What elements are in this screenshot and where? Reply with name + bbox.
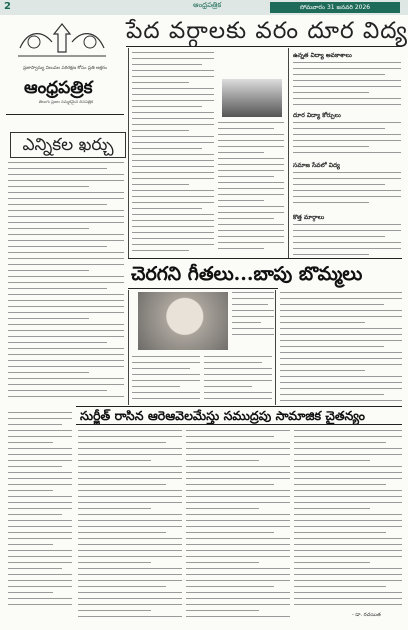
sidebar-subhead-1: ఉన్నత విద్యా అవకాశాలు <box>293 52 352 59</box>
masthead-tagline: ప్రజాస్వామ్య విలువల పరిరక్షణ కోసం ప్రతి అక్షరం <box>23 66 107 71</box>
education-article-col2 <box>218 122 284 258</box>
paper-name-small: ఆంధ్రపత్రిక <box>193 1 222 9</box>
masthead-subtitle: తెలుగు ప్రజల నమ్మకమైన దినపత్రిక <box>38 99 94 104</box>
section-rule-2 <box>128 288 278 289</box>
date-line: సోమవారం 31 జనవరి 2026 <box>270 2 400 13</box>
graduation-photo <box>222 79 282 117</box>
elections-article-text <box>8 162 124 408</box>
elections-article-continued <box>8 412 72 612</box>
social-article-col1 <box>78 430 182 626</box>
page-number: 2 <box>4 1 11 12</box>
section-rule-4 <box>76 424 402 425</box>
songs-headline: చెరగని గీతలు...బాపు బొమ్మలు <box>131 263 363 285</box>
author-credit: - డా. రచయిత <box>352 612 381 618</box>
section-rule <box>128 258 402 259</box>
elections-box: ఎన్నికల ఖర్చు <box>10 132 126 158</box>
sidebar-text-2 <box>293 122 401 160</box>
sidebar-text-4 <box>293 224 401 260</box>
sidebar-text-3 <box>293 172 401 212</box>
sidebar-subhead-3: సమాజ సేవలో విద్య <box>293 162 340 169</box>
masthead-title: ఆంధ్రపత్రిక <box>24 78 93 98</box>
column-rule <box>275 290 276 405</box>
bapu-article-col1 <box>132 356 200 406</box>
social-article-col3 <box>294 430 402 610</box>
sidebar-subhead-4: కొత్త మార్గాలు <box>293 214 325 221</box>
bapu-article-col3 <box>280 292 402 406</box>
masthead-rule <box>6 114 124 115</box>
sidebar-text-1 <box>293 62 401 110</box>
social-article-col2 <box>186 430 290 626</box>
top-bar <box>0 0 408 15</box>
section-rule-3 <box>76 406 402 407</box>
bapu-article-col2 <box>204 356 272 406</box>
column-rule <box>128 48 129 258</box>
education-headline: పేద వర్గాలకు వరం దూర విద్య <box>126 18 408 44</box>
bapu-article-col0 <box>232 292 274 352</box>
headline-rule <box>126 46 402 47</box>
bapu-photo <box>138 292 228 350</box>
social-headline: సుర్జీత్ రాసిన ఆరెఆవెలమేస్తు సముద్రపు సామాజిక చైతన్యం <box>80 408 365 423</box>
column-rule <box>288 48 289 258</box>
emblem-logo <box>12 18 112 62</box>
column-rule <box>128 290 129 405</box>
sidebar-subhead-2: దూర విద్యా కోర్సులు <box>293 112 341 119</box>
education-article-col1 <box>132 52 214 258</box>
